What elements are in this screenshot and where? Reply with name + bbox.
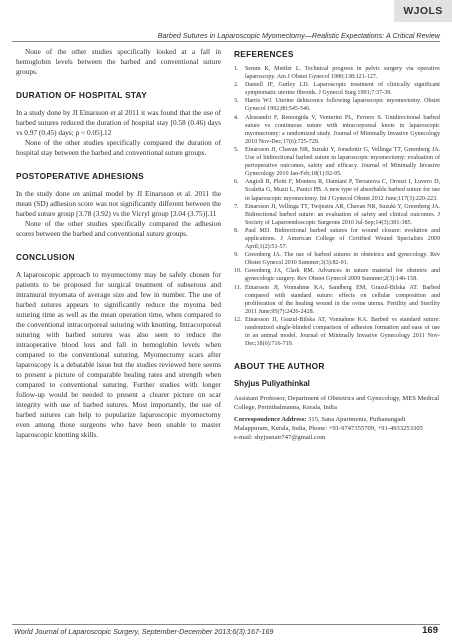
reference-number: 7. bbox=[234, 203, 239, 210]
author-email: e-mail: shyjusnair747@gmail.com bbox=[234, 433, 326, 441]
author-affiliation: Assistant Professor, Department of Obstetrics and Gynecology, MES Medical College, Perinthalmanna, Kerala, India bbox=[234, 395, 440, 411]
reference-item bbox=[234, 178, 440, 202]
section-heading-adhesions: POSTOPERATIVE ADHESIONS bbox=[16, 171, 144, 181]
reference-item bbox=[234, 267, 440, 283]
section-heading-hospital-stay: DURATION OF HOSPITAL STAY bbox=[16, 90, 148, 100]
correspondence-address: 315, Sana Apartments, Puthanangadi Malappuram, Kerala, India, Phone: +91-9747355709, +91-4933253305 bbox=[234, 416, 423, 433]
reference-number: 3. bbox=[234, 98, 239, 105]
reference-number: 4. bbox=[234, 114, 239, 121]
adhesions-paragraph-2: None of the other studies specifically compared the adhesion scores between the barbed and conventional suture groups. bbox=[16, 219, 221, 238]
footer-divider bbox=[12, 624, 440, 625]
reference-list bbox=[234, 65, 440, 348]
page-number: 169 bbox=[422, 625, 438, 636]
reference-item bbox=[234, 97, 440, 113]
reference-text: Einarsson JI, Grazul-Bilska AT, Vonnahme KA. Barbed vs standard suture: randomized single-blinded comparison of adhesion formation and ease of use in an animal model. Journal of Minimally Invasive Gynecology 2011 Nov-Dec;18(6):716-719. bbox=[245, 316, 440, 348]
reference-number: 9. bbox=[234, 252, 239, 259]
reference-number: 12. bbox=[234, 316, 242, 323]
section-heading-about-author: ABOUT THE AUTHOR bbox=[234, 361, 325, 372]
hospital-stay-paragraph-2: None of the other studies specifically compared the duration of hospital stay between the barbed and conventional suture groups. bbox=[16, 138, 221, 157]
adhesions-paragraph-1: In the study done on animal model by JI Einarsson et al. 2011 the mean (SD) adhesion score was not significantly different between the barbed suture group [3.78 (3.92) vs the Vicryl group [3.04 (3.75)].11 bbox=[16, 189, 221, 218]
reference-item bbox=[234, 227, 440, 251]
reference-text: Harris WJ. Uterine dehiscence following laparoscopic myomectomy. Obstet Gynecol 1992;80:545-546. bbox=[245, 98, 440, 113]
reference-number: 8. bbox=[234, 227, 239, 234]
reference-item bbox=[234, 284, 440, 316]
author-correspondence bbox=[234, 416, 440, 433]
reference-text: Einarsson JI, Vellinga TT, Twijnstra AR, Chavan NR, Suzuki Y, Greenberg JA. Bidirectional barbed suture: an evaluation of safety and clinical outcomes. J Society of Laparoendoscopic Surgeons 2010 Jul-Sep;14(3):381-385. bbox=[245, 203, 440, 226]
conclusion-paragraph: A laparoscopic approach to myomectomy may be safely chosen for patients to be proposed for surgical treatment of subserous and intramural myomata of average size and few in number. The use of barbed sutures appears to significantly reduce the myoma bed suturing time as well as the mean operation time, when compared to the conventional intracorporeal suturing with knotting. Intracorporeal suturing with barbed sutures was also seen to reduce the intraoperative blood loss and fall in hemoglobin levels when compared to the conventional suturing. Myomectomy scars after laparoscopy is a debatable issue but the studies reviewed here seems to present a picture of comparable healing rates and strength when compared to conventional suturing. Further studies with longer follow-up would be needed to present a clearer picture on scar integrity with use of barbed sutures. Most importantly, the use of barbed sutures can help to popularize laparoscopic myomectomy even among those surgeons who have been unable to master laparoscopic knotting skills. bbox=[16, 270, 221, 439]
author-name: Shyjus Puliyathinkal bbox=[234, 379, 310, 389]
reference-item bbox=[234, 81, 440, 97]
reference-number: 5. bbox=[234, 146, 239, 153]
reference-item bbox=[234, 65, 440, 81]
reference-text: Angioli R, Plotti F, Montera R, Damiani P, Terranova C, Oronzi I, Luvero D, Scaletta G, Muzii L, Panici PB. A new type of absorbable barbed suture for use in laparoscopic myomectomy. Int J Gynecol Obstet 2012 June;117(3):220-223. bbox=[245, 179, 440, 202]
journal-logo: WJOLS bbox=[394, 0, 452, 22]
right-column bbox=[234, 49, 440, 442]
reference-item bbox=[234, 316, 440, 348]
hospital-stay-paragraph-1: In a study done by JI Einarsson et al 2011 it was found that the use of barbed sutures reduced the duration of hospital stay [0.58 (0.46) days vs 0.97 (0.45) days; p < 0.05].12 bbox=[16, 108, 221, 137]
reference-text: Daniell JF, Gurley LD. Laparoscopic treatment of clinically significant symptomatic uterine fibroids. J Gynecol Surg 1991;7:37-39. bbox=[245, 82, 440, 97]
section-heading-references: REFERENCES bbox=[234, 49, 294, 59]
correspondence-label: Correspondence Address: bbox=[234, 416, 307, 424]
reference-item bbox=[234, 146, 440, 178]
section-heading-conclusion: CONCLUSION bbox=[16, 252, 75, 262]
reference-number: 2. bbox=[234, 82, 239, 89]
reference-text: Einarsson JI, Chavan NR, Suzuki Y, Jonsdottir G, Vellinga TT, Greenberg JA. Use of bidirectional barbed suture in laparoscopic myomectomy: evaluation of perioperative outcomes, safety and efficacy. Journal of Minimally Invasive Gynecology 2010 Jan-Feb;18(1):92-95. bbox=[245, 146, 440, 178]
reference-number: 1. bbox=[234, 66, 239, 72]
reference-text: Alessandri F, Remorgida V, Venturini PL, Ferrero S. Unidirectional barbed suture vs continuous suture with intracorporeal knots in laparoscopic myomectomy: a randomized study. Journal of Minimally Invasive Gynecology 2010 Nov-Dec;17(6):725-729. bbox=[245, 114, 440, 145]
reference-item bbox=[234, 203, 440, 227]
reference-text: Einarsson JI, Vonnahme KA, Sandberg EM, Grazul-Bilska AT. Barbed compared with standard suture: effects on cellular composition and proliferation of the healing wound in the ovine uterus. Fertility and Sterility 2011 June;95(7):2426-2428. bbox=[245, 284, 440, 315]
footer-journal-citation: World Journal of Laparoscopic Surgery, September-December 2013;6(3):167-169 bbox=[14, 627, 274, 636]
reference-number: 10. bbox=[234, 268, 242, 275]
left-column bbox=[16, 47, 221, 440]
running-title: Barbed Sutures in Laparoscopic Myomectomy—Realistic Expectations: A Critical Review bbox=[157, 31, 440, 40]
reference-item bbox=[234, 114, 440, 146]
reference-text: Semm K, Mettler L. Technical progress in pelvic surgery via operative laparoscopy. Am J Obstet Gynecol 1980;138:121-127. bbox=[245, 66, 440, 81]
reference-text: Greenberg JA, Clark RM. Advances in suture material for obstetric and gynecologic surgery. Rev Obstet Gynecol 2009 Summer;2(3):146-158. bbox=[245, 268, 440, 283]
opening-paragraph: None of the other studies specifically looked at a fall in hemoglobin levels between the barbed and conventional suture groups. bbox=[16, 47, 221, 76]
reference-text: Paul MD. Bidirectional barbed sutures for wound closure: evolution and applications. J American College of Certified Wound Specialists 2009 April;1(2):51-57. bbox=[245, 227, 440, 251]
reference-number: 6. bbox=[234, 179, 239, 186]
reference-number: 11. bbox=[234, 284, 242, 291]
header-divider bbox=[12, 41, 440, 42]
reference-text: Greenberg JA. The use of barbed sutures in obstetrics and gynecology. Rev Obstet Gynecol 2010 Summer;3(3):82-91. bbox=[245, 252, 440, 267]
reference-item bbox=[234, 251, 440, 267]
